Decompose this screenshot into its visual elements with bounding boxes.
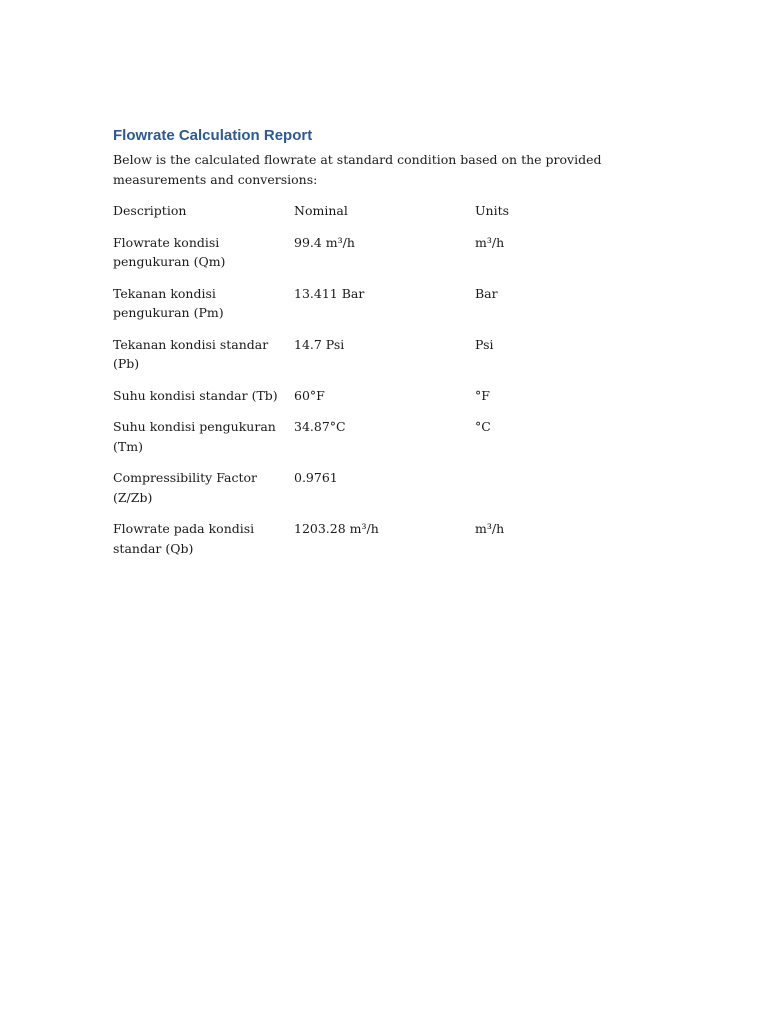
row-units: m³/h <box>475 234 505 250</box>
row-description: Tekanan kondisi standar (Pb) <box>113 336 269 371</box>
report-intro: Below is the calculated flowrate at standard condition based on the provided measurements and conversions: <box>113 152 602 187</box>
header-description: Description <box>113 203 187 218</box>
document-page <box>113 126 673 570</box>
row-units: °F <box>475 387 490 403</box>
flowrate-table <box>113 201 653 558</box>
row-nominal: 60°F <box>294 387 325 403</box>
row-nominal: 13.411 Bar <box>294 285 365 301</box>
row-description: Suhu kondisi pengukuran (Tm) <box>113 419 276 454</box>
row-units: °C <box>475 419 491 434</box>
row-units: m³/h <box>475 521 505 536</box>
row-description: Flowrate kondisi pengukuran (Qm) <box>113 234 226 269</box>
table-row <box>113 468 653 507</box>
row-description: Tekanan kondisi pengukuran (Pm) <box>113 285 224 320</box>
row-units <box>475 468 653 507</box>
row-nominal: 99.4 m³/h <box>294 234 355 250</box>
table-row <box>113 284 653 323</box>
row-description: Flowrate pada kondisi standar (Qb) <box>113 521 255 556</box>
header-nominal: Nominal <box>294 203 348 218</box>
report-title: Flowrate Calculation Report <box>113 127 313 144</box>
row-nominal: 1203.28 m³/h <box>294 521 379 536</box>
table-row <box>113 233 653 272</box>
row-description: Compressibility Factor (Z/Zb) <box>113 470 258 505</box>
header-units: Units <box>475 203 510 218</box>
row-nominal: 14.7 Psi <box>294 336 345 352</box>
row-nominal: 34.87°C <box>294 419 346 434</box>
row-description: Suhu kondisi standar (Tb) <box>113 387 278 403</box>
table-row <box>113 519 653 558</box>
table-row <box>113 417 653 456</box>
row-units: Bar <box>475 285 498 301</box>
table-header-row <box>113 201 653 221</box>
table-row <box>113 335 653 374</box>
table-row <box>113 386 653 406</box>
row-nominal: 0.9761 <box>294 470 338 485</box>
row-units: Psi <box>475 336 494 352</box>
